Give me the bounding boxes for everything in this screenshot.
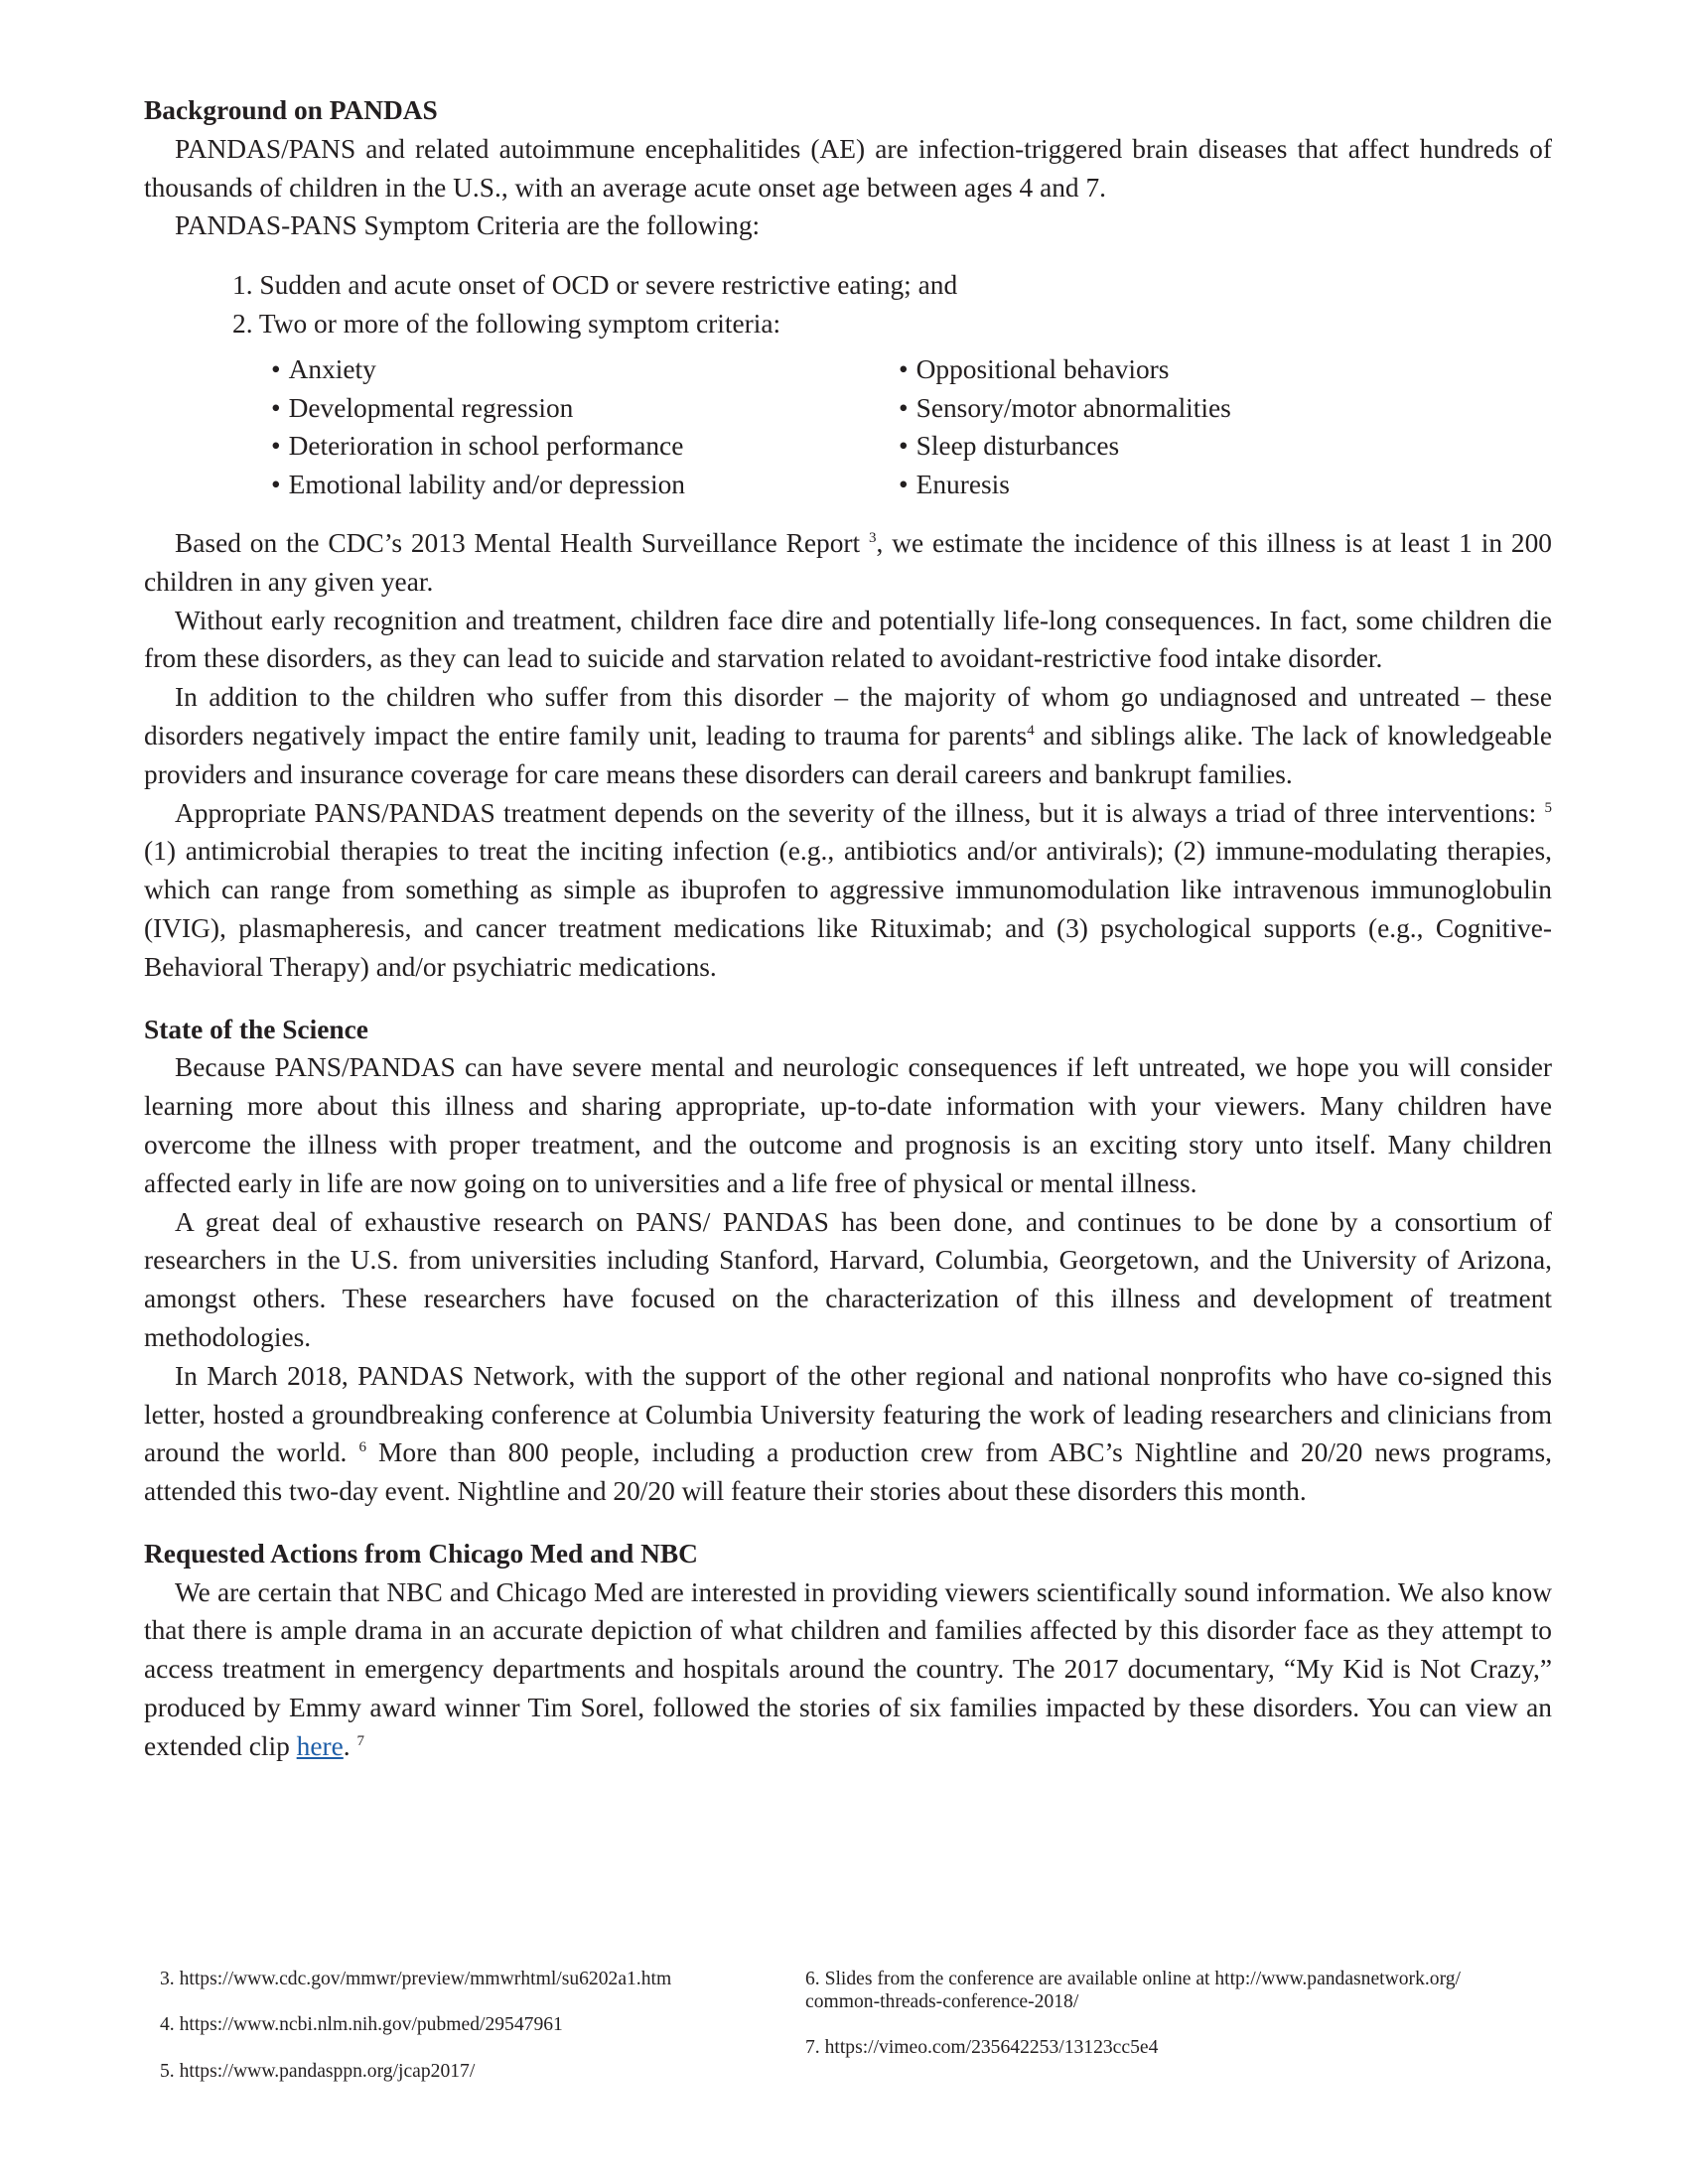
footnote-ref-3: 3 [869, 529, 877, 546]
footnote-7: 7. https://vimeo.com/235642253/13123cc5e4 [805, 2037, 1159, 2058]
footnote-6: 6. Slides from the conference are available online at http://www.pandasnetwork.org/ common-threads-conference-2018/ [805, 1969, 1461, 2012]
background-paragraph-4: In addition to the children who suffer from this disorder – the majority of whom go undiagnosed and untreated – these disorders negatively impact the entire family unit, leading to trauma for parents$^4$ and siblings alike. The lack of knowledgeable providers and insurance coverage for care means these disorders can derail careers and bankrupt families. [144, 682, 1553, 789]
symptom-item: • Emotional lability and/or depression [271, 466, 899, 504]
footnote-ref-5: 5 [1544, 799, 1552, 816]
background-paragraph-1: PANDAS/PANS and related autoimmune encephalitides (AE) are infection-triggered brain diseases that affect hundreds of thousands of children in the U.S., with an average acute onset age between ages 4 and 7. [144, 133, 1552, 203]
science-paragraph-1: Because PANS/PANDAS can have severe mental and neurologic consequences if left untreated, we hope you will consider learning more about this illness and sharing appropriate, up-to-date information with your viewers. Many children have overcome the illness with proper treatment, and the outcome and prognosis is an exciting story unto itself. Many children affected early in life are now going on to universities and a life free of physical or mental illness. [144, 1052, 1552, 1198]
background-paragraph-2: Based on the CDC’s 2013 Mental Health Surveillance Report $^3$, we estimate the incidence of this illness is at least 1 in 200 children in any given year. [144, 527, 1552, 597]
document-body [144, 91, 1552, 1766]
criteria-numbered-list [144, 266, 1552, 343]
background-paragraph-5: Appropriate PANS/PANDAS treatment depends on the severity of the illness, but it is always a triad of three interventions: $^5$ (1) antimicrobial therapies to treat the inciting infection (e.g., antibiotics and/or antivirals); (2) immune-modulating therapies, which can range from something as simple as ibuprofen to aggressive immunomodulation like intravenous immunoglobulin (IVIG), plasmapheresis, and cancer treatment medications like Rituximab; and (3) psychological supports (e.g., Cognitive-Behavioral Therapy) and/or psychiatric medications. [144, 797, 1552, 982]
symptom-item: • Sleep disturbances [899, 427, 1231, 466]
footnote-ref-7: 7 [356, 1732, 365, 1749]
symptom-item: • Sensory/motor abnormalities [899, 389, 1231, 428]
footnote-ref-4: 4 [1027, 722, 1035, 739]
science-paragraph-2: A great deal of exhaustive research on PANS/ PANDAS has been done, and continues to be done by a consortium of researchers in the U.S. from universities including Stanford, Harvard, Columbia, Georgetown, and the University of Arizona, amongst others. These researchers have focused on the characterization of this illness and development of treatment methodologies. [144, 1206, 1552, 1352]
footnote-4: 4. https://www.ncbi.nlm.nih.gov/pubmed/29547961 [160, 2014, 563, 2035]
criteria-item-1: 1. Sudden and acute onset of OCD or severe restrictive eating; and [232, 270, 958, 301]
criteria-item-2: 2. Two or more of the following symptom criteria: [232, 308, 781, 339]
heading-actions: Requested Actions from Chicago Med and NBC [144, 1538, 698, 1569]
background-paragraph-3: Without early recognition and treatment, children face dire and potentially life-long consequences. In fact, some children die from these disorders, as they can lead to suicide and starvation related to avoidant-restrictive food intake disorder. [144, 605, 1552, 674]
symptom-item: • Developmental regression [271, 389, 899, 428]
symptom-item: • Oppositional behaviors [899, 350, 1231, 389]
footnote-ref-6: 6 [358, 1439, 366, 1456]
actions-paragraph-1: We are certain that NBC and Chicago Med are interested in providing viewers scientifically sound information. We also know that there is ample drama in an accurate depiction of what children and families affected by this disorder face as they attempt to access treatment in emergency departments and hospitals around the country. The 2017 documentary, “My Kid is Not Crazy,” produced by Emmy award winner Tim Sorel, followed the stories of six families impacted by these disorders. You can view an extended clip here. $^7$ [144, 1576, 1552, 1761]
footnotes [160, 1968, 1550, 2106]
science-paragraph-3: In March 2018, PANDAS Network, with the support of the other regional and national nonprofits who have co-signed this letter, hosted a groundbreaking conference at Columbia University featuring the work of leading researchers and clinicians from around the world. $^6$ More than 800 people, including a production crew from ABC’s Nightline and 20/20 news programs, attended this two-day event. Nightline and 20/20 will feature their stories about these disorders this month. [144, 1360, 1553, 1507]
heading-background: Background on PANDAS [144, 95, 438, 125]
footnotes-column-right [805, 1968, 1550, 2106]
symptom-bullets [144, 350, 1552, 504]
footnote-3: 3. https://www.cdc.gov/mmwr/preview/mmwrhtml/su6202a1.htm [160, 1969, 672, 1989]
symptom-column-left [271, 350, 899, 504]
footnote-5: 5. https://www.pandasppn.org/jcap2017/ [160, 2061, 476, 2082]
criteria-intro: PANDAS-PANS Symptom Criteria are the following: [175, 210, 761, 241]
extended-clip-link[interactable]: here [296, 1730, 344, 1761]
footnotes-column-left [160, 1968, 805, 2106]
symptom-item: • Enuresis [899, 466, 1231, 504]
symptom-column-right [899, 350, 1231, 504]
symptom-item: • Deterioration in school performance [271, 427, 899, 466]
symptom-item: • Anxiety [271, 350, 899, 389]
heading-science: State of the Science [144, 1014, 368, 1044]
